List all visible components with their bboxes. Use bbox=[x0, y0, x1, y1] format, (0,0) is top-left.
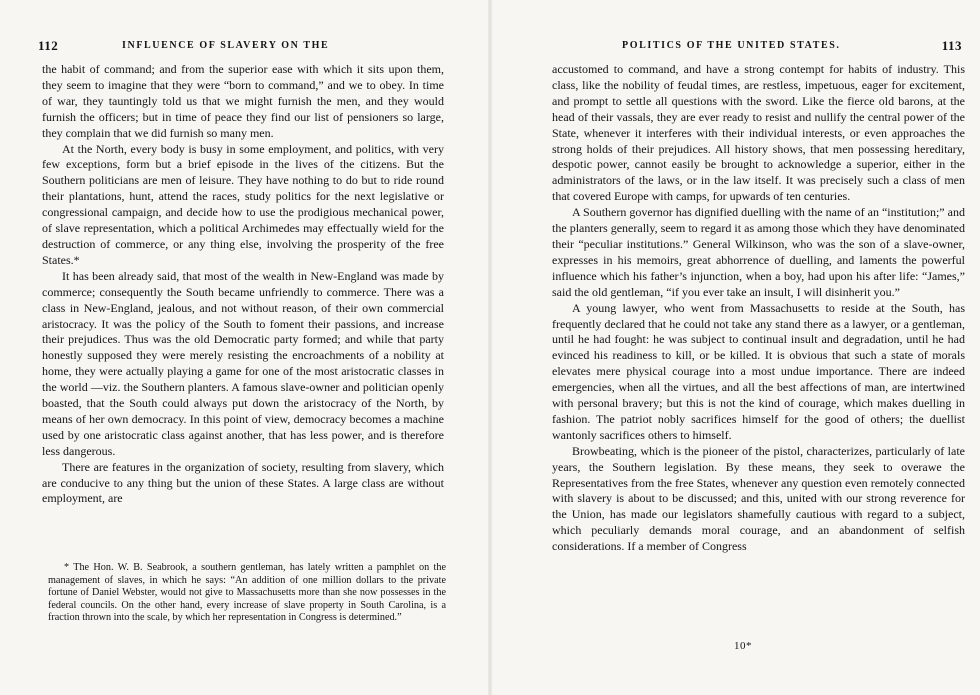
paragraph: There are features in the organization of society, resulting from slavery, which are conducive to any thing but the union of these States. A large class are without employment, are bbox=[42, 459, 444, 506]
right-page-number: 113 bbox=[941, 38, 962, 53]
footnote: * The Hon. W. B. Seabrook, a southern gentleman, has lately written a pamphlet on the management of slaves, in which he says: “An addition of one million dollars to the private fortune of Daniel Webster, would not give to Massachusetts more than she now possesses in the federal councils. On the other hand, every increase of slave property in South Carolina, is a fraction thrown into the scale, by which her representation in Congress is determined.” bbox=[48, 562, 446, 623]
signature-mark: 10* bbox=[734, 640, 752, 652]
paragraph: the habit of command; and from the superior ease with which it sits upon them, they seem to imagine that they were “born to command,” and we to obey. In time of war, they tauntingly told us that we might furnish the men, and they would furnish the officers; but in time of peace they find our list of pensioners so large, they complain that we did furnish so many men. bbox=[42, 62, 444, 140]
paragraph: It has been already said, that most of the wealth in New-England was made by commerce; consequently the South became unfriendly to commerce. There was a class in New-England, jealous, and not without reason, of their own commercial aristocracy. It was the policy of the South to foment their passions, and increase their prejudices. Thus was the old Democratic party formed; and while that party honestly supposed they were merely resisting the encroachments of a nobility at home, they were actually playing a game for one of the most aristocratic classes in the world —viz. the Southern planters. A famous slave-owner and politician openly boasted, that the South could always put down the aristocracy of the North, by means of her own democracy. In this point of view, democracy becomes a machine used by one aristocratic class against another, that has less power, and is therefore less dangerous. bbox=[42, 268, 444, 458]
left-running-head-title: INFLUENCE OF SLAVERY ON THE bbox=[122, 40, 330, 51]
paragraph: accustomed to command, and have a strong contempt for habits of industry. This class, like the nobility of feudal times, are restless, impetuous, eager for excitement, and prompt to settle all questions with the sword. Like the fierce old barons, at the head of their vassals, they are ever ready to resist and nullify the central power of the State, whenever it interferes with their individual interests, or even approaches the strong holds of their prejudices. All history shows, that men possessing hereditary, despotic power, cannot easily be brought to acknowledge a superior, either in the administrators of the laws, or in the law itself. It was precisely such a class of men that covered Europe with camps, for upwards of ten centuries. bbox=[552, 62, 965, 204]
left-running-head bbox=[38, 38, 446, 54]
paragraph: A Southern governor has dignified duelling with the name of an “institution;” and the planters generally, seem to regard it as among those which they have denominated their “peculiar institutions.” General Wilkinson, who was the son of a slave-owner, expresses in his memoirs, great abhorrence of duelling, and laments the powerful influence which his father’s injunction, when a boy, had upon his after life: “James,” said the old gentleman, “if you ever take an insult, I will disinherit you.” bbox=[552, 205, 965, 299]
paragraph: At the North, every body is busy in some employment, and politics, with very few exceptions, form but a brief episode in the lives of the citizens. But the Southern politicians are men of leisure. They have nothing to do but to ride round their plantations, hunt, attend the races, study politics for the next legislative or congressional campaign, and decide how to use the prodigious mechanical power, of slave representation, which a political Archimedes may effectually wield for the destruction of commerce, or any thing else, involving the prosperity of the free States.* bbox=[42, 141, 444, 267]
right-page bbox=[490, 0, 980, 695]
paragraph: A young lawyer, who went from Massachusetts to reside at the South, has frequently declared that he could not take any stand there as a lawyer, or a gentleman, until he had fought: he was subject to continual insult and degradation, until he had evinced his readiness to kill, or be killed. It is obvious that such a state of morals elevates mere physical courage into a most undue importance. There are indeed emergencies, when all the virtues, and all the best affections of man, are intertwined with personal bravery; but this is not the kind of courage, which makes duelling in fashion. The patriot nobly sacrifices himself for the good of others; the duellist wantonly sacrifices others to himself. bbox=[552, 300, 965, 442]
left-body-text bbox=[42, 62, 444, 507]
left-page-number: 112 bbox=[38, 38, 59, 53]
right-running-head bbox=[552, 38, 962, 54]
right-running-head-title: POLITICS OF THE UNITED STATES. bbox=[622, 40, 841, 51]
paragraph: Browbeating, which is the pioneer of the pistol, characterizes, particularly of late years, the Southern legislation. By these means, they seek to overawe the Representatives from the free States, whenever any question even remotely connected with slavery is about to be discussed; and this, united with our strong reverence for the Union, has made our legislators shamefully cautious with regard to a subject, which peculiarly demands moral courage, and an abandonment of selfish considerations. If a member of Congress bbox=[552, 443, 965, 554]
right-body-text bbox=[552, 62, 965, 555]
